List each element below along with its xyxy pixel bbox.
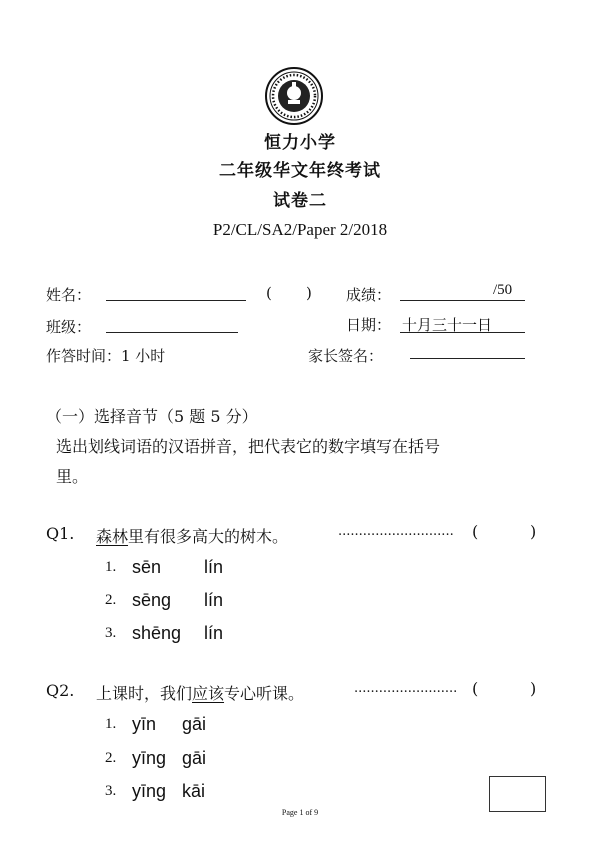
page-number: Page 1 of 9	[281, 808, 319, 817]
school-seal-logo	[264, 66, 324, 126]
option-pinyin-b: lín	[204, 590, 224, 610]
name-line[interactable]	[106, 300, 246, 301]
paper-code: P2/CL/SA2/Paper 2/2018	[212, 220, 388, 239]
option-pinyin-a: shēng	[132, 623, 182, 643]
option-pinyin-b: lín	[204, 623, 224, 643]
option-pinyin-b: gāi	[182, 748, 207, 768]
option-pinyin-a: yīng	[132, 748, 167, 768]
marks-box[interactable]	[489, 776, 546, 812]
option-number: 2.	[105, 750, 117, 766]
section-instruction-1: 选出划线词语的汉语拼音，把代表它的数字填写在括号	[56, 437, 441, 456]
question-dots: ............................	[338, 524, 454, 539]
question-rest: 专心听课。	[224, 684, 305, 703]
score-total: /50	[493, 282, 513, 298]
date-line	[400, 332, 525, 333]
question-number: Q1.	[46, 524, 75, 543]
school-name: 恒力小学	[264, 133, 336, 153]
exam-title: 二年级华文年终考试	[219, 161, 381, 181]
option-number: 1.	[105, 716, 117, 732]
question-rest: 里有很多高大的树木。	[128, 527, 289, 546]
name-label: 姓名：	[46, 286, 92, 304]
question-number: Q2.	[46, 681, 75, 700]
answer-bracket-open[interactable]: (	[472, 679, 479, 698]
index-paren-open: (	[266, 284, 272, 302]
paper-title: 试卷二	[273, 191, 327, 211]
index-paren-close: )	[306, 284, 312, 302]
option-pinyin-b: kāi	[182, 781, 206, 801]
question-text	[96, 681, 304, 704]
section-instruction-2: 里。	[56, 467, 89, 486]
time-label: 作答时间：1 小时	[46, 347, 166, 365]
section-title: （一）选择音节（5 题 5 分）	[46, 407, 258, 426]
parent-signature-label: 家长签名：	[308, 347, 384, 365]
question-text	[96, 524, 288, 547]
underlined-word: 森林	[96, 527, 129, 546]
answer-bracket-close[interactable]: )	[530, 522, 537, 541]
option-pinyin-b: gāi	[182, 714, 207, 734]
option-pinyin-a: yīng	[132, 781, 167, 801]
option-pinyin-a: yīn	[132, 714, 157, 734]
question-prefix: 上课时，我们	[96, 684, 193, 703]
class-label: 班级：	[46, 318, 92, 336]
option-number: 3.	[105, 625, 117, 641]
parent-signature-line[interactable]	[410, 358, 525, 359]
question-dots: .........................	[354, 681, 458, 696]
option-pinyin-a: sēng	[132, 590, 172, 610]
date-label: 日期：	[346, 316, 392, 334]
answer-bracket-close[interactable]: )	[530, 679, 537, 698]
option-number: 1.	[105, 559, 117, 575]
option-number: 3.	[105, 783, 117, 799]
underlined-word: 应该	[192, 684, 225, 703]
score-line[interactable]	[400, 300, 525, 301]
class-line[interactable]	[106, 332, 238, 333]
option-pinyin-a: sēn	[132, 557, 162, 577]
option-number: 2.	[105, 592, 117, 608]
answer-bracket-open[interactable]: (	[472, 522, 479, 541]
option-pinyin-b: lín	[204, 557, 224, 577]
date-value: 十月三十一日	[402, 316, 493, 334]
score-label: 成绩：	[346, 286, 392, 304]
